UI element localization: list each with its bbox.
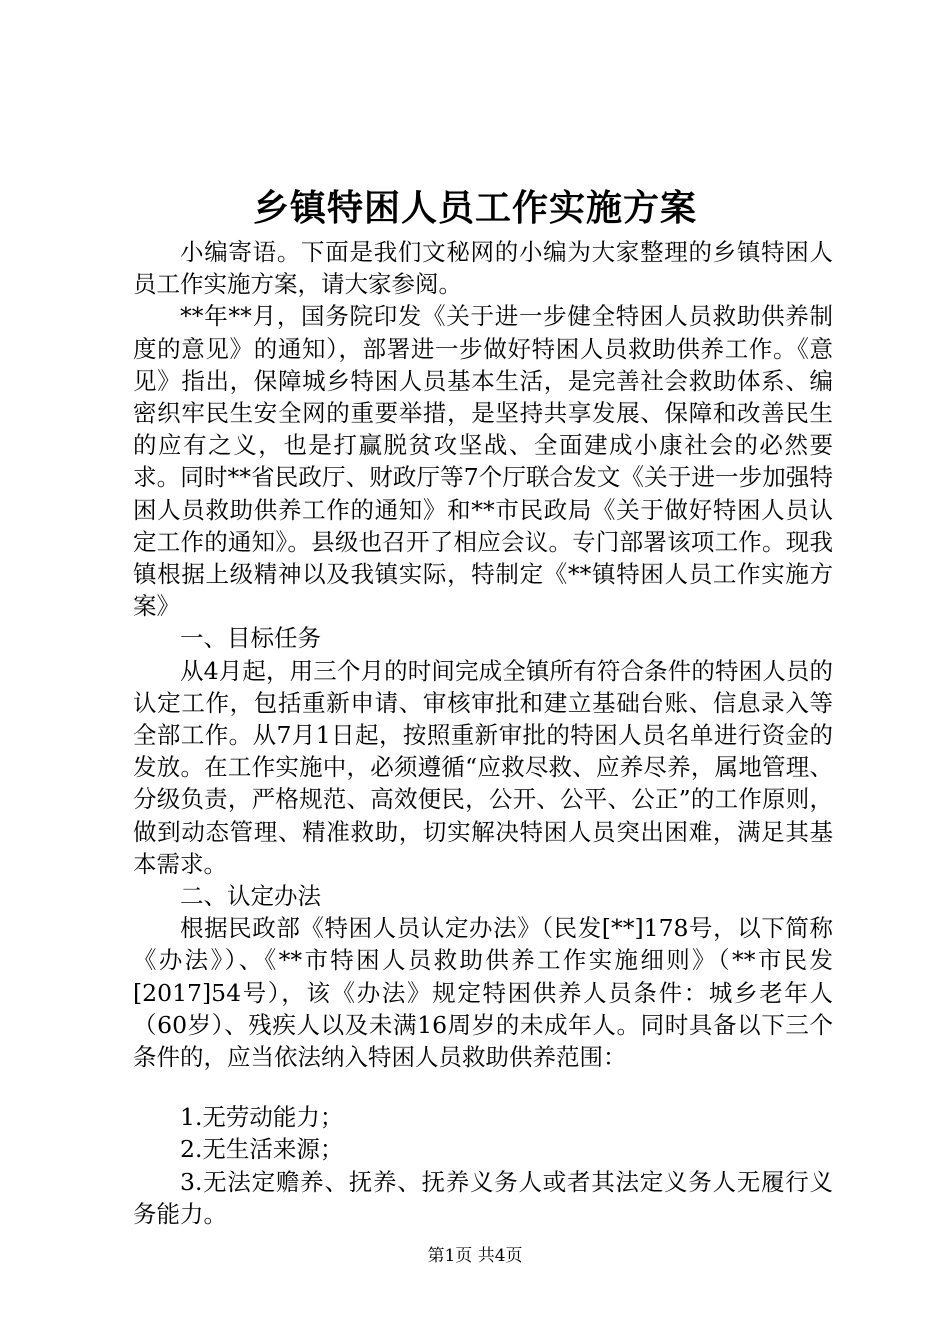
section-heading-goals: 一、目标任务 xyxy=(180,624,321,653)
intro-paragraph: 小编寄语。下面是我们文秘网的小编为大家整理的乡镇特困人员工作实施方案，请大家参阅。 xyxy=(133,238,833,299)
page-number-footer: 第1页 共4页 xyxy=(427,1246,523,1266)
list-item: 3.无法定赡养、抚养、抚养义务人或者其法定义务人无履行义务能力。 xyxy=(133,1167,833,1228)
document-title: 乡镇特困人员工作实施方案 xyxy=(252,187,697,229)
method-paragraph: 根据民政部《特困人员认定办法》（民发[**]178号，以下简称《办法》）、《**市特困人员救助供养工作实施细则》（**市民发[2017]54号），该《办法》规定特困供养人员条件：城乡老年人（60岁）、残疾人以及未满16周岁的未成年人。同时具备以下三个条件的，应当依法纳入特困人员救助供养范围： xyxy=(133,914,833,1072)
document-body xyxy=(133,236,833,1230)
list-item: 1.无劳动能力； xyxy=(180,1103,344,1132)
list-item: 2.无生活来源； xyxy=(180,1135,344,1164)
background-paragraph: **年**月，国务院印发《关于进一步健全特困人员救助供养制度的意见》的通知），部署进一步做好特困人员救助供养工作。《意见》指出，保障城乡特困人员基本生活，是完善社会救助体系、编密织牢民生安全网的重要举措，是坚持共享发展、保障和改善民生的应有之义，也是打赢脱贫攻坚战、全面建成小康社会的必然要求。同时**省民政厅、财政厅等7个厅联合发文《关于进一步加强特困人员救助供养工作的通知》和**市民政局《关于做好特困人员认定工作的通知》。县级也召开了相应会议。专门部署该项工作。现我镇根据上级精神以及我镇实际，特制定《**镇特困人员工作实施方案》 xyxy=(133,302,833,621)
section-heading-method: 二、认定办法 xyxy=(180,882,321,911)
goals-paragraph: 从4月起，用三个月的时间完成全镇所有符合条件的特困人员的认定工作，包括重新申请、审核审批和建立基础台账、信息录入等全部工作。从7月1日起，按照重新审批的特困人员名单进行资金的发放。在工作实施中，必须遵循“应救尽救、应养尽养，属地管理、分级负责，严格规范、高效便民，公开、公平、公正”的工作原则，做到动态管理、精准救助，切实解决特困人员突出困难，满足其基本需求。 xyxy=(133,656,833,878)
